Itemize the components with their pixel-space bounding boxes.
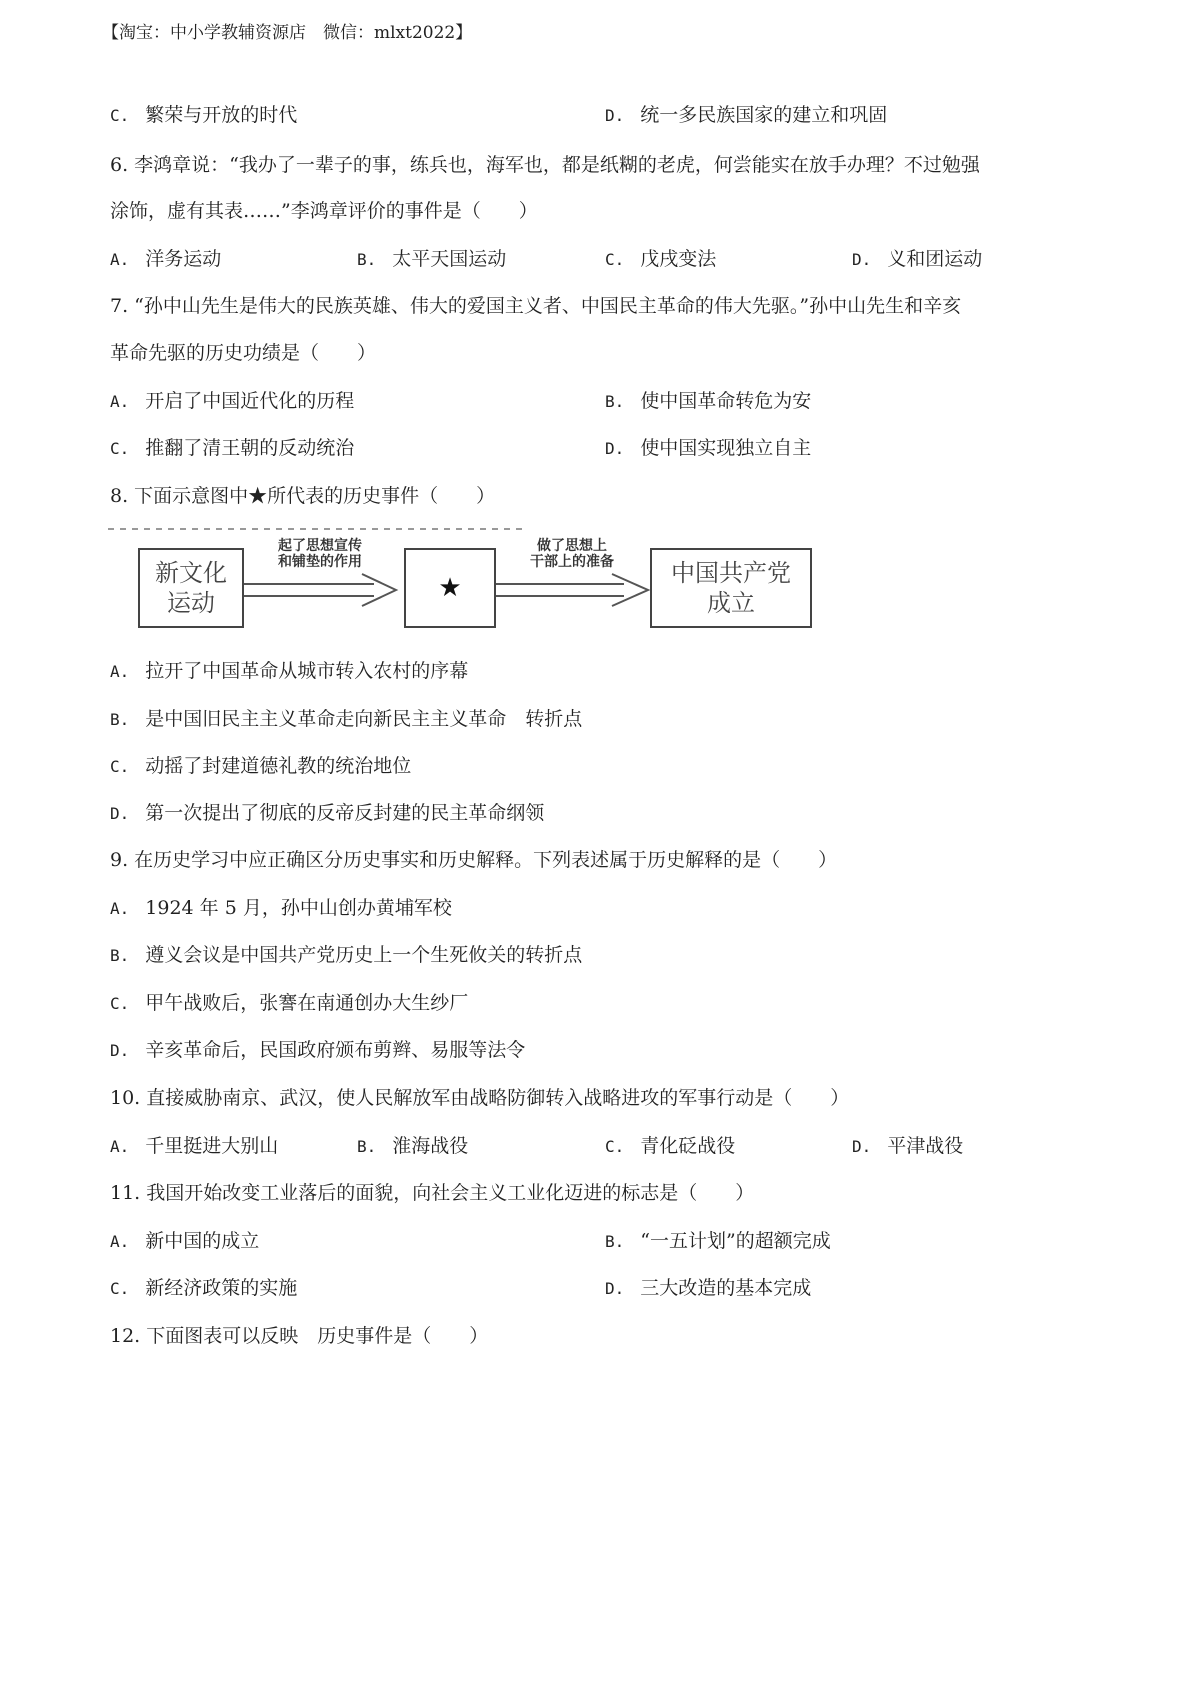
q6-option-b (357, 246, 506, 273)
option-text: 辛亥革命后，民国政府颁布剪辫、易服等法令 (145, 1039, 526, 1061)
diagram-box-label: 中国共产党 (671, 559, 791, 587)
q11-stem: 11. 我国开始改变工业落后的面貌，向社会主义工业化迈进的标志是（ ） (110, 1182, 755, 1204)
arrow-label-line: 做了思想上 (537, 538, 607, 554)
option-text: 洋务运动 (145, 248, 222, 270)
q8-option-b (110, 706, 582, 733)
option-text: 推翻了清王朝的反动统治 (145, 437, 355, 459)
option-text: 甲午战败后，张謇在南通创办大生纱厂 (145, 992, 469, 1014)
q6-option-c (605, 246, 716, 273)
q8-stem: 8. 下面示意图中★所代表的历史事件（ ） (110, 485, 496, 507)
option-text: 使中国实现独立自主 (640, 437, 812, 459)
option-text: 是中国旧民主主义革命走向新民主主义革命 转折点 (145, 708, 583, 730)
option-letter: C. (110, 439, 130, 458)
option-text: 青化砭战役 (640, 1135, 736, 1157)
option-letter: A. (110, 392, 130, 411)
option-text: 三大改造的基本完成 (640, 1277, 812, 1299)
option-letter: A. (110, 250, 130, 269)
option-letter: C. (110, 106, 130, 125)
option-letter: C. (110, 757, 130, 776)
q7-option-d (605, 435, 811, 462)
option-letter: C. (605, 1137, 625, 1156)
option-text: 平津战役 (887, 1135, 964, 1157)
diagram-arrow2-label (502, 538, 642, 570)
option-text: 新经济政策的实施 (145, 1277, 298, 1299)
option-letter: C. (110, 1279, 130, 1298)
option-letter: A. (110, 1232, 130, 1251)
option-letter: C. (605, 250, 625, 269)
option-text: 第一次提出了彻底的反帝反封建的民主革命纲领 (145, 802, 545, 824)
q11-option-d (605, 1275, 811, 1302)
q7-option-a (110, 388, 354, 415)
option-letter: D. (605, 1279, 625, 1298)
option-letter: D. (110, 804, 130, 823)
option-text: 太平天国运动 (392, 248, 507, 270)
diagram-box-label: 成立 (707, 589, 755, 617)
option-letter: A. (110, 899, 130, 918)
q7-option-b (605, 388, 811, 415)
option-letter: D. (605, 439, 625, 458)
q9-option-b (110, 942, 582, 969)
q7-stem-line1: 7. “孙中山先生是伟大的民族英雄、伟大的爱国主义者、中国民主革命的伟大先驱。”孙中山先生和辛亥 (110, 295, 962, 317)
option-letter: B. (605, 392, 625, 411)
q11-option-b (605, 1228, 831, 1255)
option-letter: B. (110, 710, 130, 729)
option-letter: B. (110, 946, 130, 965)
q6-stem-line2: 涂饰，虚有其表……”李鸿章评价的事件是（ ） (110, 200, 538, 222)
q9-stem: 9. 在历史学习中应正确区分历史事实和历史解释。下列表述属于历史解释的是（ ） (110, 849, 838, 871)
q7-option-c (110, 435, 354, 462)
option-letter: B. (357, 1137, 377, 1156)
q10-option-d (852, 1133, 963, 1160)
q6-option-d (852, 246, 982, 273)
option-letter: D. (852, 1137, 872, 1156)
q7-stem-line2: 革命先驱的历史功绩是（ ） (110, 342, 377, 364)
q8-flow-diagram (110, 528, 880, 638)
q8-option-d (110, 800, 544, 827)
option-text: 千里挺进大别山 (145, 1135, 279, 1157)
q6-option-a (110, 246, 221, 273)
q6-stem-line1: 6. 李鸿章说：“我办了一辈子的事，练兵也，海军也，都是纸糊的老虎，何尝能实在放手办理？不过勉强 (110, 154, 980, 176)
q10-option-a (110, 1133, 278, 1160)
q10-option-c (605, 1133, 735, 1160)
option-letter: B. (357, 250, 377, 269)
diagram-box-new-culture (138, 548, 244, 628)
option-letter: A. (110, 1137, 130, 1156)
option-text: 动摇了封建道德礼教的统治地位 (145, 755, 412, 777)
diagram-box-label: 运动 (167, 589, 215, 617)
option-text: 1924 年 5 月，孙中山创办黄埔军校 (145, 897, 452, 919)
diagram-box-label: 新文化 (155, 559, 227, 587)
diagram-arrow1-label (250, 538, 390, 570)
diagram-box-cpc-founded (650, 548, 812, 628)
option-text: 开启了中国近代化的历程 (145, 390, 355, 412)
diagram-box-star (404, 548, 496, 628)
q10-option-b (357, 1133, 468, 1160)
option-letter: C. (110, 994, 130, 1013)
arrow-label-line: 起了思想宣传 (278, 538, 362, 554)
option-letter: A. (110, 662, 130, 681)
q8-option-c (110, 753, 411, 780)
option-text: 拉开了中国革命从城市转入农村的序幕 (145, 660, 469, 682)
option-letter: D. (852, 250, 872, 269)
q11-option-a (110, 1228, 259, 1255)
option-text: 戊戌变法 (640, 248, 717, 270)
q5-option-d (605, 102, 887, 129)
option-text: 新中国的成立 (145, 1230, 260, 1252)
option-text: 遵义会议是中国共产党历史上一个生死攸关的转折点 (145, 944, 583, 966)
q12-stem: 12. 下面图表可以反映 历史事件是（ ） (110, 1325, 489, 1347)
option-text: 使中国革命转危为安 (640, 390, 812, 412)
q5-option-c (110, 102, 297, 129)
q9-option-d (110, 1037, 525, 1064)
q9-option-a (110, 895, 452, 922)
q11-option-c (110, 1275, 297, 1302)
q9-option-c (110, 990, 468, 1017)
option-text: 统一多民族国家的建立和巩固 (640, 104, 888, 126)
option-text: 淮海战役 (392, 1135, 469, 1157)
arrow-label-line: 和铺垫的作用 (278, 554, 362, 570)
option-letter: B. (605, 1232, 625, 1251)
q10-stem: 10. 直接威胁南京、武汉，使人民解放军由战略防御转入战略进攻的军事行动是（ ） (110, 1087, 850, 1109)
arrow-label-line: 干部上的准备 (530, 554, 614, 570)
option-text: 义和团运动 (887, 248, 983, 270)
option-letter: D. (110, 1041, 130, 1060)
star-icon: ★ (438, 573, 462, 603)
q8-option-a (110, 658, 468, 685)
page-header-watermark: 【淘宝：中小学教辅资源店 微信：mlxt2022】 (102, 23, 473, 43)
option-text: 繁荣与开放的时代 (145, 104, 298, 126)
diagram-arrow1 (244, 572, 404, 608)
option-letter: D. (605, 106, 625, 125)
diagram-arrow2 (496, 572, 656, 608)
option-text: “一五计划”的超额完成 (640, 1230, 831, 1252)
